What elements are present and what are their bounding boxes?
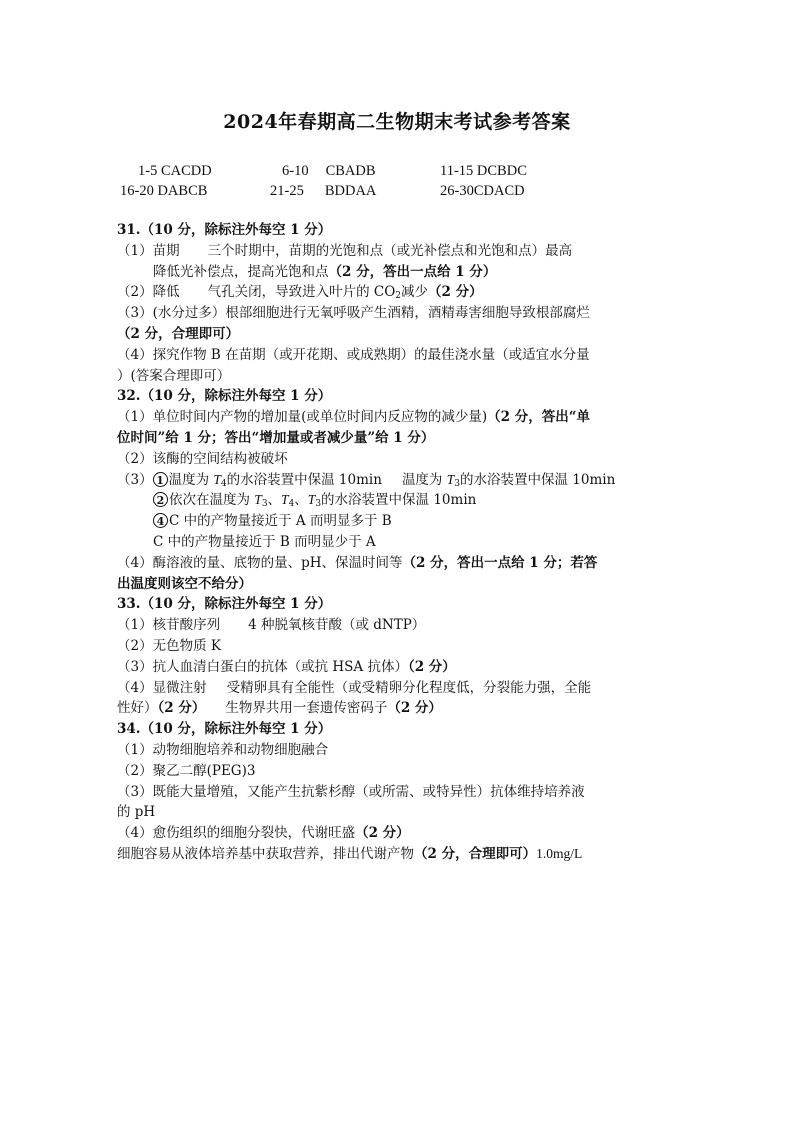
q33-line-2: （2）无色物质 K (117, 637, 221, 654)
mc-range: 6-10 (282, 163, 309, 179)
q32-line-3: （2）该酶的空间结构被破坏 (117, 450, 288, 467)
q32-line-5 (117, 490, 682, 511)
q31-line-4: （3）(水分过多）根部细胞进行无氧呼吸产生酒精，酒精毒害细胞导致根部腐烂 (117, 305, 590, 322)
circled-number-4: 4 (153, 513, 168, 528)
mc-letters: BDDAA (324, 183, 377, 199)
q31-score-note: （2 分，答出一点给 1 分） (328, 263, 497, 280)
q34-header: 34.（10 分，除标注外每空 1 分） (117, 721, 332, 738)
temp-subscript: 3 (261, 499, 268, 510)
mc-range: 21-25 (270, 183, 304, 199)
page-title: 2024年春期高二生物期末考试参考答案 (223, 111, 571, 133)
q32-header: 32.（10 分，除标注外每空 1 分） (117, 388, 332, 405)
mc-answer-11-15: 11-15 DCBDC (440, 163, 527, 179)
q34-score-note: （2 分，合理即可） (414, 845, 537, 862)
q34-line-1: （1）动物细胞培养和动物细胞融合 (117, 741, 329, 758)
q31-answer-3b: 气孔关闭，导致进入叶片的 CO (207, 284, 396, 301)
temp-subscript: 4 (220, 478, 227, 489)
q32-line-2: 位时间”给 1 分；答出“增加量或者减少量”给 1 分） (117, 429, 435, 446)
q31-answer-1a: （1）苗期 (117, 242, 180, 259)
q32-step1-alt: 的水浴装置中保温 10min (459, 471, 616, 488)
q32-line-7: C 中的产物量接近于 B 而明显少于 A (153, 533, 376, 550)
q34-score-note: （2 分） (355, 825, 410, 842)
q32-step1-text: 温度为 (168, 471, 214, 488)
q31-line-7: ）(答案合理即可） (117, 367, 231, 384)
temp-symbol: T (446, 471, 455, 487)
q33-answer-4c: 生物界共用一套遗传密码子 (225, 700, 388, 717)
separator: 、 (294, 492, 308, 509)
q33-line-4 (117, 678, 682, 699)
q31-line-6: （4）探究作物 B 在苗期（或开花期、或成熟期）的最佳浇水量（或适宜水分量 (117, 346, 590, 363)
q32-line-1 (117, 407, 682, 428)
q34-line-3: （3）既能大量增殖，又能产生抗紫杉醇（或所需、或特异性）抗体维持培养液 (117, 783, 585, 800)
q34-concentration: 1.0mg/L (536, 845, 583, 861)
temp-symbol: T (281, 492, 289, 508)
circled-number-1: 1 (153, 472, 168, 487)
temp-symbol: T (254, 492, 262, 508)
q34-answer-4-cont: 细胞容易从液体培养基中获取营养，排出代谢产物 (117, 845, 414, 862)
circled-number-2: 2 (153, 492, 168, 507)
temp-subscript: 3 (315, 499, 322, 510)
q34-line-5 (117, 823, 682, 844)
q34-line-4: 的 pH (117, 804, 156, 821)
q32-line-9: 出温度则该空不给分） (117, 575, 252, 592)
mc-letters: CBADB (325, 163, 376, 179)
q31-answer-1b: 三个时期中，苗期的光饱和点（或光补偿点和光饱和点）最高 (207, 242, 573, 259)
q32-step1-alt: 温度为 (401, 471, 447, 488)
mc-answer-6-10 (282, 162, 376, 180)
separator: 、 (267, 492, 282, 509)
q32-result-1: C 中的产物量接近于 A 而明显多于 B (169, 513, 392, 530)
q31-answer-3a: （2）降低 (117, 284, 180, 301)
mc-answer-1-5: 1-5 CACDD (138, 163, 212, 179)
temp-subscript: 4 (288, 499, 295, 510)
q32-step1-text: 的水浴装置中保温 10min (226, 471, 382, 488)
q32-step2-text: 依次在温度为 (169, 492, 255, 509)
q31-score-note: （2 分） (428, 284, 483, 301)
q33-answer-3: （3）抗人血清白蛋白的抗体（或抗 HSA 抗体） (117, 658, 408, 675)
mc-answer-16-20: 16-20 DABCB (120, 183, 208, 199)
q33-answer-4b-cont: 性好） (117, 700, 158, 717)
q32-score-note: （2 分，答出一点给 1 分；若答 (402, 554, 598, 571)
q34-answer-4: （4）愈伤组织的细胞分裂快，代谢旺盛 (117, 825, 356, 842)
q32-answer-1: （1）单位时间内产物的增加量(或单位时间内反应物的减少量) (117, 409, 488, 426)
temp-symbol: T (307, 492, 316, 508)
q31-answer-2: 降低光补偿点，提高光饱和点 (153, 263, 329, 280)
q34-line-6 (117, 844, 682, 865)
q32-step2-text: 的水浴装置中保温 10min (321, 492, 477, 509)
q33-answer-4b: 受精卵具有全能性（或受精卵分化程度低，分裂能力强，全能 (226, 679, 592, 696)
q32-line-4 (117, 470, 682, 491)
q34-line-2: （2）聚乙二醇(PEG)3 (117, 762, 256, 779)
q33-answer-1b: 4 种脱氧核苷酸（或 dNTP） (248, 617, 426, 634)
q31-line-1 (117, 241, 682, 262)
q33-score-note: （2 分） (407, 658, 456, 675)
temp-symbol: T (213, 471, 221, 487)
q33-line-3 (117, 657, 682, 678)
q33-answer-4a: （4）显微注射 (117, 679, 207, 696)
answer-body (117, 220, 682, 865)
q31-line-5: （2 分，合理即可） (117, 325, 240, 342)
mc-answer-21-25 (270, 182, 376, 200)
co2-subscript: 2 (395, 291, 402, 302)
q33-score-note: （2 分） (387, 700, 442, 717)
q32-answer-3-label: （3） (117, 471, 153, 488)
q33-score-note: （2 分） (157, 700, 206, 717)
mc-answer-26-30: 26-30CDACD (440, 183, 525, 199)
q32-line-8 (117, 553, 682, 574)
q33-line-5 (117, 698, 682, 719)
q32-score-note: （2 分，答出“单 (487, 409, 590, 426)
q33-answer-1a: （1）核苷酸序列 (117, 617, 221, 634)
q32-line-6 (117, 511, 682, 532)
q33-header: 33.（10 分，除标注外每空 1 分） (117, 596, 332, 613)
q31-answer-3c: 减少 (401, 284, 429, 301)
temp-subscript: 3 (454, 478, 460, 489)
q33-line-1 (117, 615, 682, 636)
q32-answer-4: （4）酶溶液的量、底物的量、pH、保温时间等 (117, 554, 403, 571)
q31-header: 31.（10 分，除标注外每空 1 分） (117, 222, 332, 238)
q31-line-2 (117, 262, 682, 283)
q31-line-3 (117, 282, 682, 303)
